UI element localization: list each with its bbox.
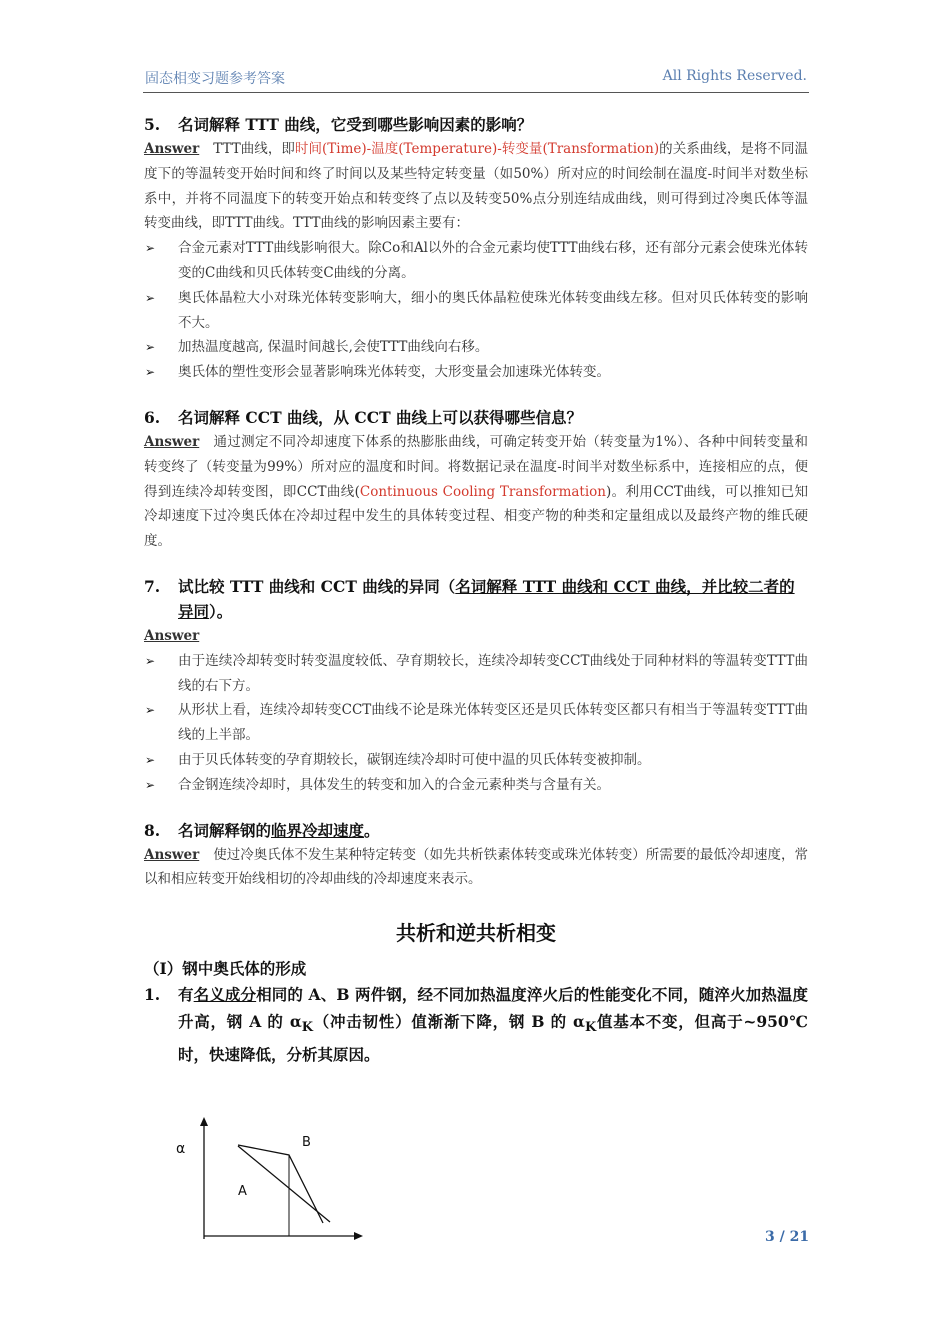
section-question-1: 1. 有名义成分相同的 A、B 两件钢，经不同加热温度淬火后的性能变化不同，随淬火加热温度升高，钢 A 的 $\alpha_K$（冲击韧性）值渐渐下降，钢 B 的 $\alpha_K$值基本不变，但高于~950℃时，快速降低，分析其原因。: [144, 985, 809, 1065]
page-number: 3 / 21: [765, 1229, 810, 1245]
list-item: ➢ 奥氏体的塑性变形会显著影响珠光体转变，大形变量会加速珠光体转变。: [144, 360, 808, 385]
list-item: ➢ 从形状上看，连续冷却转变CCT曲线不论是珠光体转变区还是贝氏体转变区都只有相当于等温转变TTT曲线的上半部。: [144, 698, 808, 748]
header-title: 固态相变习题参考答案: [145, 71, 285, 87]
question-7-title: 7. 试比较 TTT 曲线和 CCT 曲线的异同（名词解释 TTT 曲线和 CCT 曲线，并比较二者的异同）。: [144, 576, 795, 621]
ttt-definition-highlight: 时间(Time)-温度(Temperature)-转变量(Transformation): [294, 141, 660, 157]
list-item: ➢ 由于贝氏体转变的孕育期较长，碳钢连续冷却时可使中温的贝氏体转变被抑制。: [144, 748, 808, 773]
cct-term-highlight: Continuous Cooling Transformation: [359, 483, 606, 500]
answer-label: Answer: [144, 433, 200, 450]
list-item: ➢ 奥氏体晶粒大小对珠光体转变影响大，细小的奥氏体晶粒使珠光体转变曲线左移。但对贝氏体转变的影响不大。: [144, 286, 808, 336]
list-item: ➢ 由于连续冷却转变时转变温度较低、孕育期较长，连续冷却转变CCT曲线处于同种材料的等温转变TTT曲线的右下方。: [144, 649, 808, 699]
y-axis-arrow-icon: [200, 1117, 208, 1126]
x-axis-arrow-icon: [354, 1232, 363, 1240]
arrow-bullet-icon: ➢: [145, 703, 156, 718]
question-6-title: 6. 名词解释 CCT 曲线，从 CCT 曲线上可以获得哪些信息？: [144, 407, 583, 427]
question-8-title: 8. 名词解释钢的临界冷却速度。: [144, 820, 380, 840]
arrow-bullet-icon: ➢: [145, 752, 156, 767]
question-5-title: 5. 名词解释 TTT 曲线，它受到哪些影响因素的影响？: [144, 115, 533, 134]
header-copyright: All Rights Reserved.: [662, 68, 807, 84]
curve-b-label: B: [302, 1135, 311, 1150]
arrow-bullet-icon: ➢: [145, 340, 156, 355]
answer-label: Answer: [144, 627, 200, 644]
page-header: [143, 64, 809, 93]
arrow-bullet-icon: ➢: [145, 653, 156, 668]
answer-label: Answer: [144, 141, 200, 157]
list-item: ➢ 加热温度越高, 保温时间越长,会使TTT曲线向右移。: [144, 335, 808, 360]
y-axis-label: α: [176, 1141, 186, 1157]
question-5-bullets: [144, 236, 808, 385]
arrow-bullet-icon: ➢: [145, 365, 156, 380]
arrow-bullet-icon: ➢: [145, 290, 156, 305]
subsection-title: （I）钢中奥氏体的形成: [144, 959, 307, 979]
question-8-answer: Answer 使过冷奥氏体不发生某种特定转变（如先共析铁素体转变或珠光体转变）所需要的最低冷却速度，常以和相应转变开始线相切的冷却曲线的冷却速度来表示。: [144, 846, 808, 888]
arrow-bullet-icon: ➢: [145, 777, 156, 792]
answer-label: Answer: [144, 846, 200, 863]
list-item: ➢ 合金元素对TTT曲线影响很大。除Co和Al以外的合金元素均使TTT曲线右移，还有部分元素会使珠光体转变的C曲线和贝氏体转变C曲线的分离。: [144, 236, 808, 286]
curve-a-label: A: [238, 1184, 247, 1199]
question-7-answer: [144, 624, 808, 649]
list-item: ➢ 合金钢连续冷却时，具体发生的转变和加入的合金元素种类与含量有关。: [144, 773, 808, 798]
question-6-answer: Answer 通过测定不同冷却速度下体系的热膨胀曲线，可确定转变开始（转变量为1%）、各种中间转变量和转变终了（转变量为99%）所对应的温度和时间。将数据记录在温度-时间半对数坐标系中，连接相应的点，便得到连续冷却转变图，即CCT曲线(Continuous Cooling Transformation)。利用CCT曲线，可以推知已知冷却速度下过冷奥氏体在冷却过程中发生的具体转变过程、相变产物的种类和定量组成以及最终产物的维氏硬度。: [144, 433, 808, 550]
question-7-bullets: [144, 649, 808, 798]
page-content: [144, 112, 808, 1068]
toughness-vs-temperature-figure: [172, 1115, 372, 1245]
arrow-bullet-icon: ➢: [145, 241, 156, 256]
section-title: 共析和逆共析相变: [396, 921, 556, 946]
question-5-answer: Answer TTT曲线，即时间(Time)-温度(Temperature)-转变量(Transformation)的关系曲线，是将不同温度下的等温转变开始时间和终了时间以及某些特定转变量（如50%）所对应的时间绘制在温度-时间半对数坐标系中，并将不同温度下的转变开始点和转变终了点以及转变50%点分别连结成曲线，则可得到过冷奥氏体等温转变曲线，即TTT曲线。TTT曲线的影响因素主要有：: [144, 141, 809, 232]
